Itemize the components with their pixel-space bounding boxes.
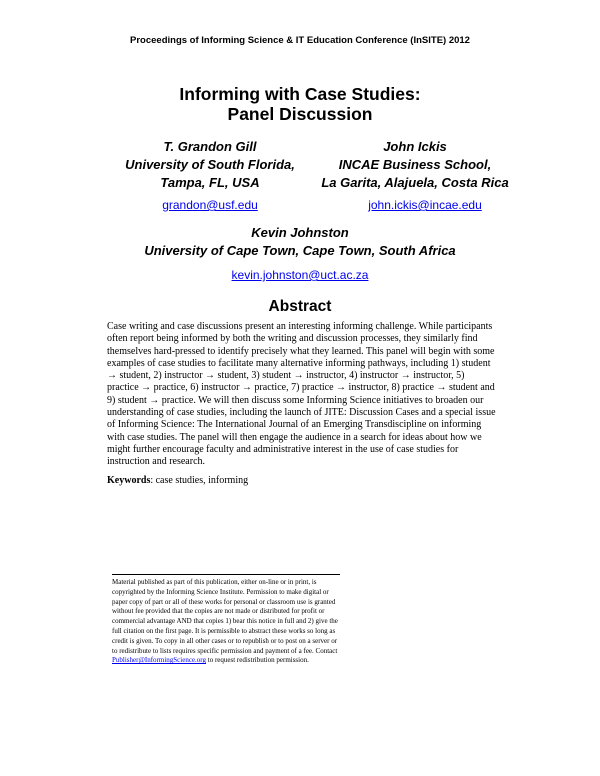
abstract-heading: Abstract <box>268 298 332 315</box>
paper-title <box>0 84 600 124</box>
proceedings-header: Proceedings of Informing Science & IT Education Conference (InSITE) 2012 <box>130 35 470 46</box>
footnote-divider <box>112 574 340 575</box>
footnote-text-end: to request redistribution permission. <box>206 656 309 665</box>
author-email-link[interactable]: kevin.johnston@uct.ac.za <box>231 268 369 282</box>
author-block-gill <box>100 138 320 192</box>
author-name: Kevin Johnston <box>251 225 349 240</box>
abstract-body: Case writing and case discussions present an interesting informing challenge. While participants often report being informed by both the writing and discussion processes, they similarly find themselves hard-pressed to identify precisely what they learned. This panel will begin with some examples of case studies to facilitate many alternative informing pathways, including 1) student → student, 2) instructor → student, 3) student → instructor, 4) instructor → instructor, 5) practice → practice, 6) instructor → practice, 7) practice → instructor, 8) practice → student and 9) student → practice. We will then discuss some Informing Science initiatives to broaden our understanding of case studies, including the launch of JITE: Discussion Cases and a special issue of Informing Science: The International Journal of an Emerging Transdiscipline on informing with case studies. The panel will then engage the audience in a search for ideas about how we might further encourage faculty and administrative interest in the use of case studies for instruction and research. <box>107 321 496 468</box>
author-name: T. Grandon Gill <box>163 139 257 154</box>
title-line-1: Informing with Case Studies: <box>179 84 421 104</box>
author-affiliation: INCAE Business School, <box>338 157 492 172</box>
author-name: John Ickis <box>383 139 447 154</box>
author-email-link[interactable]: john.ickis@incae.edu <box>368 198 482 212</box>
author-email-link[interactable]: grandon@usf.edu <box>162 198 258 212</box>
author-location: Tampa, FL, USA <box>160 175 260 190</box>
author-affiliation: University of South Florida, <box>125 157 295 172</box>
author-location: La Garita, Alajuela, Costa Rica <box>321 175 509 190</box>
author-block-ickis <box>310 138 520 192</box>
publisher-email-link[interactable]: Publisher@InformingScience.org <box>112 656 206 665</box>
author-affiliation: University of Cape Town, Cape Town, South Africa <box>144 243 456 258</box>
keywords-label: Keywords <box>107 475 151 486</box>
keywords-value: : case studies, informing <box>150 475 249 486</box>
copyright-footnote <box>112 578 340 666</box>
author-block-johnston <box>0 224 600 260</box>
keywords <box>107 475 497 486</box>
footnote-text: Material published as part of this publication, either on-line or in print, is copyrighted by the Informing Science Institute. Permission to make digital or paper copy of part or all of these works for personal or classroom use is granted without fee provided that the copies are not made or distributed for profit or commercial advantage AND that copies 1) bear this notice in full and 2) give the full citation on the first page. It is permissible to abstract these works so long as credit is given. To copy in all other cases or to republish or to post on a server or to redistribute to lists requires specific permission and payment of a fee. Contact <box>112 578 338 655</box>
title-line-2: Panel Discussion <box>227 104 373 124</box>
